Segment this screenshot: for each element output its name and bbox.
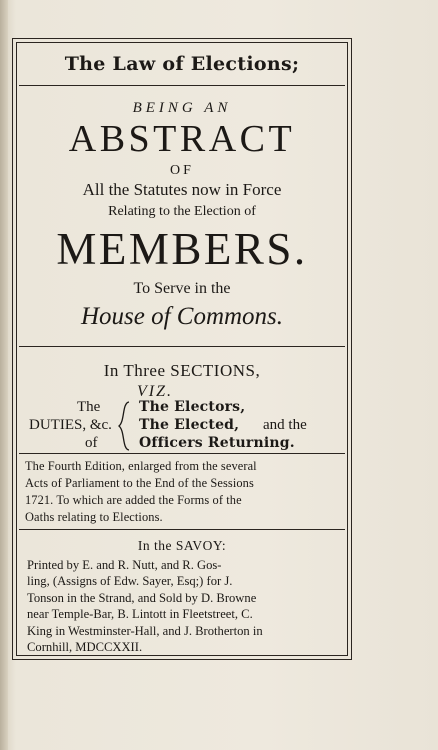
imprint-rule: [19, 529, 345, 530]
to-serve-line: To Serve in the: [133, 280, 231, 297]
abstract-heading: ABSTRACT: [68, 118, 296, 160]
and-the-text: and the: [263, 417, 307, 433]
of-line: OF: [170, 163, 194, 178]
statutes-line: All the Statutes now in Force: [82, 180, 282, 199]
title-page-border: [12, 38, 352, 660]
edition-paragraph: [25, 458, 341, 526]
left-the: The: [77, 399, 101, 415]
imprint-line: King in Westminster-Hall, and J. Brotherton in: [27, 623, 263, 638]
sections-line: In Three SECTIONS,: [103, 361, 261, 380]
title-rule: [19, 85, 345, 86]
edition-rule: [19, 453, 345, 454]
edition-line: 1721. To which are added the Forms of the: [25, 493, 242, 507]
section-rule: [19, 346, 345, 347]
edition-line: The Fourth Edition, enlarged from the several: [25, 459, 257, 473]
relating-line: Relating to the Election of: [108, 204, 256, 219]
imprint-paragraph: [27, 557, 343, 655]
viz-block: [17, 383, 347, 451]
book-title: The Law of Elections;: [64, 53, 300, 75]
imprint-line: near Temple-Bar, B. Lintott in Fleetstreet, C.: [27, 607, 253, 622]
house-of-commons-heading: House of Commons.: [80, 303, 284, 330]
imprint-line: Printed by E. and R. Nutt, and R. Gos-: [27, 558, 222, 572]
brace-item-officers: Officers Returning.: [139, 435, 295, 451]
imprint-heading: In the SAVOY:: [137, 538, 227, 553]
viz-label: VIZ.: [137, 383, 173, 400]
curly-brace-icon: [117, 401, 131, 451]
brace-item-elected: The Elected,: [139, 417, 240, 433]
imprint-line: ling, (Assigns of Edw. Sayer, Esq;) for J.: [27, 574, 233, 589]
inner-border: [16, 42, 348, 656]
imprint-line: Tonson in the Strand, and Sold by D. Browne: [27, 590, 257, 605]
imprint-line: Cornhill, MDCCXXII.: [27, 640, 143, 655]
edition-line: Oaths relating to Elections.: [25, 510, 163, 524]
page-gutter: [0, 0, 8, 750]
members-heading: MEMBERS.: [56, 224, 308, 274]
being-an-line: BEING AN: [132, 100, 232, 116]
brace-item-electors: The Electors,: [139, 399, 246, 415]
left-duties: DUTIES, &c.: [29, 417, 112, 433]
left-of: of: [85, 435, 98, 451]
edition-line: Acts of Parliament to the End of the Sessions: [25, 476, 254, 490]
